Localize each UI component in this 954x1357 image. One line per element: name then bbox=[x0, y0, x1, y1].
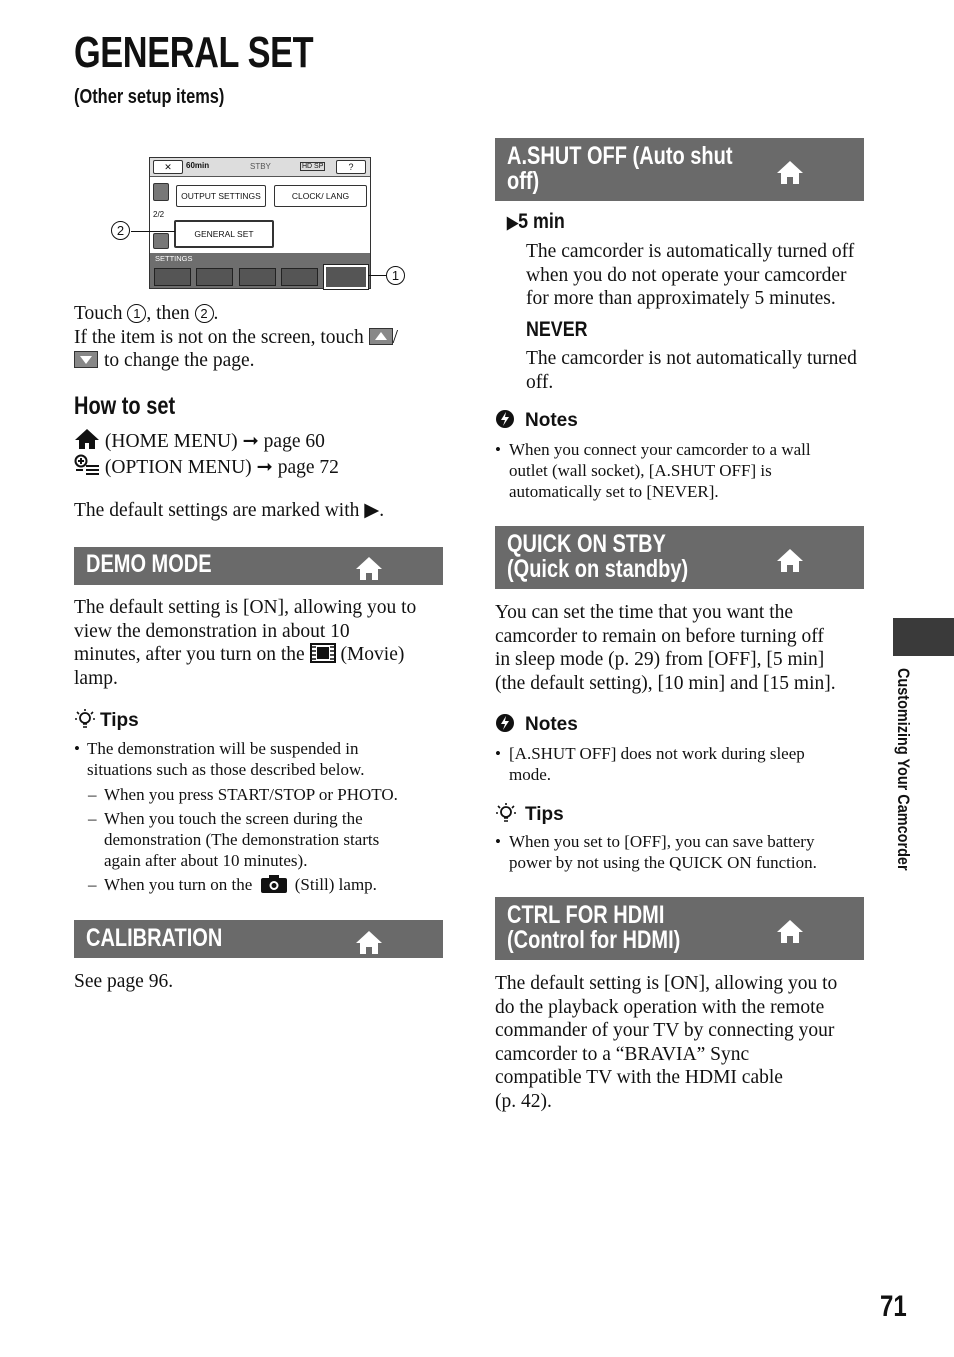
quick-on-header bbox=[495, 526, 864, 589]
tips-lightbulb-icon bbox=[495, 802, 517, 824]
quick-tips-label-row: Tips bbox=[495, 802, 564, 826]
notes-icon bbox=[495, 713, 515, 733]
tips-lightbulb-icon bbox=[74, 708, 96, 730]
ctrl-hdmi-heading-1: CTRL FOR HDMI bbox=[507, 901, 665, 929]
screen-standby: STBY bbox=[250, 162, 271, 171]
screen-settings-label: SETTINGS bbox=[155, 254, 193, 263]
still-camera-icon bbox=[260, 874, 288, 894]
demo-mode-heading: DEMO MODE bbox=[86, 550, 212, 578]
calibration-header bbox=[74, 920, 443, 958]
home-icon bbox=[776, 547, 804, 573]
calibration-heading: CALIBRATION bbox=[86, 924, 223, 952]
page-subtitle: (Other setup items) bbox=[74, 86, 225, 108]
notes-icon bbox=[495, 409, 515, 429]
demo-tips-list: • The demonstration will be suspended in situations such as those described below. – When you press START/STOP or PHOTO. – When you touch the screen during the demonstration (The demonstration starts again after about 10 minutes). – When you turn on the (Still) lamp. bbox=[74, 739, 398, 894]
demo-mode-body: The default setting is [ON], allowing you to view the demonstration in about 10 minutes, after you turn on the (Movie) lamp. bbox=[74, 597, 417, 689]
ashut-off-option-never-body: The camcorder is not automatically turned off. bbox=[526, 348, 857, 393]
camcorder-screen-illustration bbox=[149, 157, 371, 289]
ashut-off-header bbox=[495, 138, 864, 201]
quick-on-body: You can set the time that you want the camcorder to remain on before turning off in sleep mode (p. 29) from [OFF], [5 min] (the default setting), [10 min] and [15 min]. bbox=[495, 602, 836, 694]
movie-icon bbox=[310, 643, 336, 663]
ashut-off-option-never: NEVER bbox=[526, 318, 588, 341]
page-down-icon bbox=[74, 351, 98, 368]
ctrl-hdmi-heading-2: (Control for HDMI) bbox=[507, 926, 681, 954]
screen-tab-disc-icon bbox=[281, 268, 318, 286]
ashut-notes-list: • When you connect your camcorder to a wall outlet (wall socket), [A.SHUT OFF] is automatically set to [NEVER]. bbox=[495, 440, 811, 501]
screen-battery: 60min bbox=[186, 161, 210, 170]
screen-hd-sp: HD SP bbox=[302, 163, 324, 170]
default-note: The default settings are marked with ▶. bbox=[74, 500, 385, 521]
page-number: 71 bbox=[880, 1290, 907, 1323]
demo-tips-label-row: Tips bbox=[74, 708, 139, 732]
screen-up-arrow-icon bbox=[153, 183, 169, 201]
home-icon bbox=[355, 555, 383, 581]
screen-tab-grid-icon bbox=[239, 268, 276, 286]
screen-page-indicator: 2/2 bbox=[153, 210, 165, 219]
calibration-body: See page 96. bbox=[74, 971, 174, 992]
screen-help-button: ? bbox=[336, 160, 366, 174]
quick-tips-list: • When you set to [OFF], you can save battery power by not using the QUICK ON function. bbox=[495, 832, 817, 872]
side-chapter-label: Customizing Your Camcorder bbox=[894, 668, 913, 871]
ctrl-hdmi-header bbox=[495, 897, 864, 960]
screen-general-set-button: GENERAL SET bbox=[174, 220, 274, 248]
screen-output-settings-button: OUTPUT SETTINGS bbox=[176, 185, 266, 207]
intro-text: Touch 1 , then 2 . If the item is not on the screen, touch / to change the page. bbox=[74, 303, 399, 371]
ashut-off-heading-2: off) bbox=[507, 167, 540, 195]
home-icon bbox=[355, 929, 383, 955]
ashut-off-option-5min-body: The camcorder is automatically turned off when you do not operate your camcorder for more than approximately 5 minutes. bbox=[526, 241, 855, 309]
option-menu-icon bbox=[74, 454, 100, 476]
callout-2: 2 bbox=[111, 221, 130, 241]
quick-on-heading-2: (Quick on standby) bbox=[507, 555, 689, 583]
ashut-off-heading-1: A.SHUT OFF (Auto shut bbox=[507, 142, 733, 170]
ashut-off-option-5min: ▶5 min bbox=[507, 210, 565, 233]
side-chapter-tab bbox=[893, 618, 954, 656]
screen-clock-lang-button: CLOCK/ LANG bbox=[274, 185, 367, 207]
screen-tab-toolbox-icon bbox=[324, 265, 368, 289]
page-up-icon bbox=[369, 328, 393, 345]
home-icon bbox=[776, 918, 804, 944]
callout-1: 1 bbox=[386, 266, 405, 286]
home-menu-icon bbox=[74, 428, 100, 450]
how-to-set-list: (HOME MENU) ➞ page 60 (OPTION MENU) ➞ page 72 bbox=[74, 428, 454, 479]
ctrl-hdmi-body: The default setting is [ON], allowing you to do the playback operation with the remote commander of your TV by connecting your camcorder to a “BRAVIA” Sync compatible TV with the HDMI cable (p. 42). bbox=[495, 973, 838, 1112]
quick-notes-list: • [A.SHUT OFF] does not work during sleep mode. bbox=[495, 744, 805, 784]
page-title: GENERAL SET bbox=[74, 28, 314, 77]
how-to-set-heading: How to set bbox=[74, 392, 176, 420]
quick-notes-label-row: Notes bbox=[495, 713, 578, 736]
screen-tab-camera-icon bbox=[154, 268, 191, 286]
screen-close-button: ✕ bbox=[153, 160, 183, 174]
quick-on-heading-1: QUICK ON STBY bbox=[507, 530, 666, 558]
ashut-notes-label-row: Notes bbox=[495, 409, 578, 432]
demo-mode-header bbox=[74, 547, 443, 585]
screen-tab-playback-icon bbox=[196, 268, 233, 286]
screen-down-arrow-icon bbox=[153, 233, 169, 249]
home-icon bbox=[776, 159, 804, 185]
